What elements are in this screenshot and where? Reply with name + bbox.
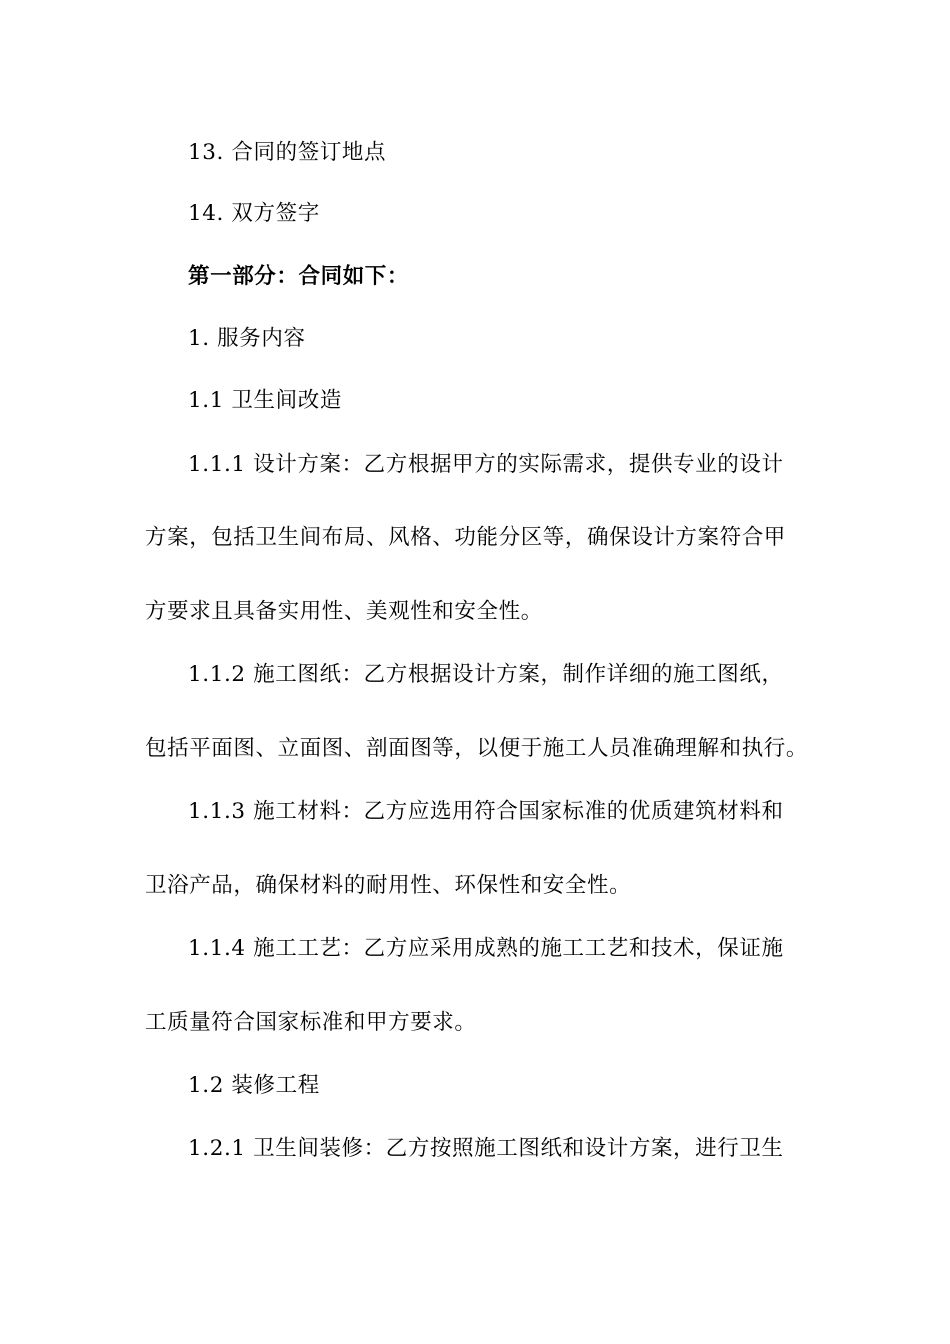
paragraph-line: 工质量符合国家标准和甲方要求。 bbox=[145, 1010, 477, 1035]
paragraph-line: 卫浴产品，确保材料的耐用性、环保性和安全性。 bbox=[145, 873, 632, 898]
paragraph-line: 1.1.2 施工图纸：乙方根据设计方案，制作详细的施工图纸， bbox=[188, 662, 784, 687]
section-heading: 第一部分：合同如下： bbox=[188, 264, 410, 289]
paragraph-line: 1.2.1 卫生间装修：乙方按照施工图纸和设计方案，进行卫生 bbox=[188, 1136, 784, 1161]
paragraph-line: 1.1.1 设计方案：乙方根据甲方的实际需求，提供专业的设计 bbox=[188, 452, 784, 477]
clause-heading-1: 1. 服务内容 bbox=[188, 326, 306, 351]
clause-heading-1-1: 1.1 卫生间改造 bbox=[188, 388, 342, 413]
paragraph-line: 方案，包括卫生间布局、风格、功能分区等，确保设计方案符合甲 bbox=[145, 525, 786, 550]
paragraph-line: 1.1.4 施工工艺：乙方应采用成熟的施工工艺和技术，保证施 bbox=[188, 936, 784, 961]
toc-item-13: 13. 合同的签订地点 bbox=[188, 140, 387, 165]
toc-item-14: 14. 双方签字 bbox=[188, 201, 320, 226]
paragraph-line: 方要求且具备实用性、美观性和安全性。 bbox=[145, 599, 543, 624]
paragraph-line: 包括平面图、立面图、剖面图等，以便于施工人员准确理解和执行。 bbox=[145, 736, 809, 761]
clause-heading-1-2: 1.2 装修工程 bbox=[188, 1073, 320, 1098]
paragraph-line: 1.1.3 施工材料：乙方应选用符合国家标准的优质建筑材料和 bbox=[188, 799, 784, 824]
